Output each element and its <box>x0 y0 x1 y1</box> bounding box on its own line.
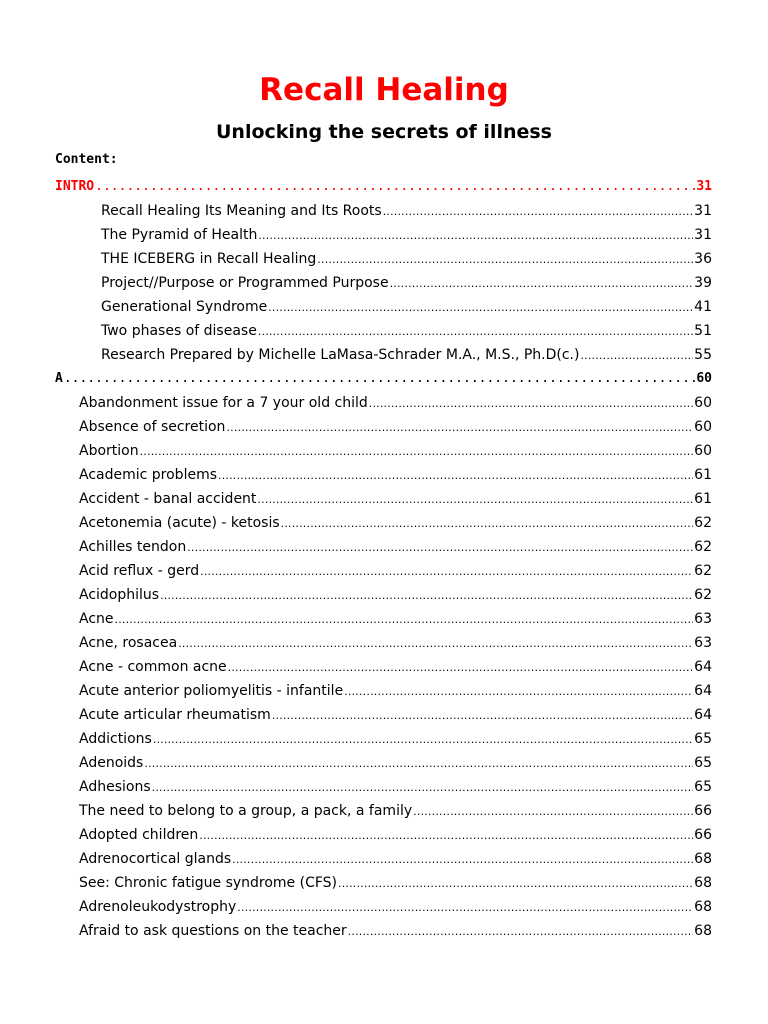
toc-entry-title: Research Prepared by Michelle LaMasa-Schrader M.A., M.S., Ph.D(c.) <box>101 347 580 363</box>
toc-entry-page: 60 <box>694 443 712 459</box>
toc-entry-title: THE ICEBERG in Recall Healing <box>101 251 317 267</box>
toc-entry <box>79 848 712 870</box>
toc-dot-leader <box>281 513 694 535</box>
toc-dot-leader <box>152 777 694 799</box>
toc-entry-title: A <box>55 371 63 386</box>
toc-entry-title: Addictions <box>79 731 152 747</box>
toc-entry-page: 64 <box>694 683 712 699</box>
toc-entry-page: 68 <box>694 851 712 867</box>
toc-entry <box>79 584 712 606</box>
toc-entry <box>79 608 712 630</box>
toc-entry-title: Acetonemia (acute) - ketosis <box>79 515 280 531</box>
toc-dot-leader <box>218 465 693 487</box>
toc-entry <box>79 896 712 918</box>
toc-entry-title: Adopted children <box>79 827 199 843</box>
toc-entry-title: Abandonment issue for a 7 your old child <box>79 395 368 411</box>
toc-entry <box>101 272 712 294</box>
toc-entry-title: Academic problems <box>79 467 218 483</box>
toc-dot-leader <box>258 321 693 343</box>
toc-entry-page: 66 <box>694 827 712 843</box>
toc-entry-title: Generational Syndrome <box>101 299 268 315</box>
toc-entry <box>79 728 712 750</box>
toc-entry <box>79 680 712 702</box>
toc-dot-leader <box>237 897 693 919</box>
toc-entry-page: 63 <box>694 611 712 627</box>
toc-entry-page: 63 <box>694 635 712 651</box>
toc-dot-leader <box>390 273 694 295</box>
toc-entry-page: 61 <box>694 491 712 507</box>
toc-dot-leader <box>383 201 693 223</box>
toc-dot-leader <box>413 801 693 823</box>
toc-entry-title: Acne, rosacea <box>79 635 178 651</box>
toc-dot-leader <box>64 368 696 390</box>
toc-dot-leader <box>257 489 693 511</box>
toc-entry-page: 64 <box>694 707 712 723</box>
toc-entry-page: 62 <box>694 587 712 603</box>
toc-entry-title: Acute articular rheumatism <box>79 707 271 723</box>
toc-entry-title: Accident - banal accident <box>79 491 257 507</box>
toc-dot-leader <box>140 441 694 463</box>
toc-entry-page: 51 <box>694 323 712 339</box>
toc-entry-title: Two phases of disease <box>101 323 257 339</box>
toc-dot-leader <box>580 345 693 367</box>
toc-entry-title: Adrenoleukodystrophy <box>79 899 237 915</box>
toc-dot-leader <box>338 873 693 895</box>
toc-entry-page: 31 <box>694 227 712 243</box>
toc-entry-title: Abortion <box>79 443 139 459</box>
toc-entry-title: Absence of secretion <box>79 419 226 435</box>
toc-section-heading <box>55 368 712 390</box>
toc-dot-leader <box>268 297 693 319</box>
toc-dot-leader <box>178 633 693 655</box>
toc-entry-page: 31 <box>696 179 712 194</box>
toc-entry-page: 62 <box>694 539 712 555</box>
toc-dot-leader <box>344 681 693 703</box>
toc-dot-leader <box>232 849 693 871</box>
toc-entry <box>79 920 712 942</box>
toc-entry <box>101 248 712 270</box>
toc-dot-leader <box>348 921 694 943</box>
toc-entry-title: Achilles tendon <box>79 539 187 555</box>
toc-dot-leader <box>144 753 693 775</box>
toc-entry <box>101 296 712 318</box>
toc-entry-title: Adrenocortical glands <box>79 851 232 867</box>
toc-entry <box>79 464 712 486</box>
toc-entry-title: Adhesions <box>79 779 151 795</box>
toc-entry-page: 64 <box>694 659 712 675</box>
toc-entry-title: Acidophilus <box>79 587 160 603</box>
toc-entry-title: The need to belong to a group, a pack, a family <box>79 803 413 819</box>
document-subtitle: Unlocking the secrets of illness <box>215 121 552 143</box>
toc-entry-title: INTRO <box>55 179 95 194</box>
toc-entry <box>79 488 712 510</box>
toc-entry-page: 55 <box>694 347 712 363</box>
toc-dot-leader <box>160 585 693 607</box>
toc-dot-leader <box>272 705 693 727</box>
toc-entry-title: Acne - common acne <box>79 659 227 675</box>
toc-entry-title: Project//Purpose or Programmed Purpose <box>101 275 389 291</box>
toc-entry-page: 65 <box>694 779 712 795</box>
toc-entry <box>101 200 712 222</box>
toc-dot-leader <box>317 249 693 271</box>
toc-entry-page: 68 <box>694 923 712 939</box>
toc-section-heading <box>55 176 712 198</box>
toc-entry-page: 60 <box>696 371 712 386</box>
toc-dot-leader <box>369 393 693 415</box>
toc-entry <box>79 872 712 894</box>
toc-entry-title: See: Chronic fatigue syndrome (CFS) <box>79 875 338 891</box>
toc-entry-page: 60 <box>694 395 712 411</box>
toc-entry-title: Acid reflux - gerd <box>79 563 200 579</box>
toc-dot-leader <box>115 609 694 631</box>
toc-entry-page: 41 <box>694 299 712 315</box>
toc-entry-title: Recall Healing Its Meaning and Its Roots <box>101 203 382 219</box>
toc-dot-leader <box>228 657 694 679</box>
toc-dot-leader <box>200 561 693 583</box>
toc-entry-title: The Pyramid of Health <box>101 227 258 243</box>
toc-entry <box>79 416 712 438</box>
toc-entry <box>79 776 712 798</box>
toc-entry-page: 65 <box>694 755 712 771</box>
toc-entry-page: 39 <box>694 275 712 291</box>
toc-entry-title: Acute anterior poliomyelitis - infantile <box>79 683 344 699</box>
toc-entry-title: Adenoids <box>79 755 144 771</box>
toc-entry <box>79 536 712 558</box>
toc-entry-page: 61 <box>694 467 712 483</box>
toc-entry <box>79 656 712 678</box>
toc-entry <box>79 392 712 414</box>
document-title: Recall Healing <box>259 72 509 108</box>
toc-dot-leader <box>199 825 693 847</box>
content-label: Content: <box>55 152 118 167</box>
toc-entry-page: 66 <box>694 803 712 819</box>
toc-dot-leader <box>187 537 693 559</box>
toc-entry-page: 60 <box>694 419 712 435</box>
toc-entry <box>101 224 712 246</box>
toc-dot-leader <box>258 225 693 247</box>
toc-entry-page: 68 <box>694 875 712 891</box>
toc-entry-page: 62 <box>694 515 712 531</box>
toc-entry-title: Acne <box>79 611 114 627</box>
toc-entry <box>101 320 712 342</box>
toc-dot-leader <box>95 176 695 198</box>
toc-entry-page: 36 <box>694 251 712 267</box>
toc-entry-page: 31 <box>694 203 712 219</box>
toc-entry-page: 65 <box>694 731 712 747</box>
toc-entry-title: Afraid to ask questions on the teacher <box>79 923 347 939</box>
toc-dot-leader <box>226 417 693 439</box>
toc-entry <box>79 824 712 846</box>
toc-entry <box>79 440 712 462</box>
toc-entry <box>79 800 712 822</box>
toc-entry <box>79 752 712 774</box>
toc-dot-leader <box>153 729 693 751</box>
toc-entry <box>79 560 712 582</box>
toc-entry <box>79 512 712 534</box>
toc-entry <box>79 704 712 726</box>
toc-entry <box>79 632 712 654</box>
toc-entry-page: 62 <box>694 563 712 579</box>
toc-entry-page: 68 <box>694 899 712 915</box>
toc-entry <box>101 344 712 366</box>
